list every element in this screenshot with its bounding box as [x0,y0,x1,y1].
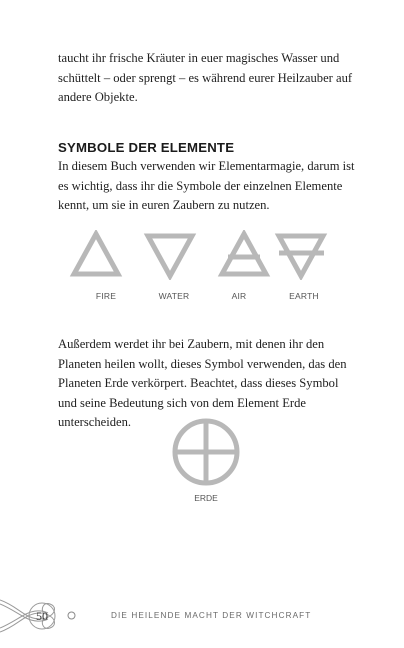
paragraph-intro: taucht ihr frische Kräuter in euer magisches Wasser und schüttelt – oder sprengt – es während eurer Heilzauber auf andere Objekte. [58,51,353,104]
air-label: AIR [231,291,247,301]
section-heading: SYMBOLE DER ELEMENTE [58,140,235,155]
page-number: 50 [36,609,48,623]
air-icon [222,234,266,274]
fire-icon [74,234,118,274]
water-label: WATER [158,291,190,301]
earth-planet-label: ERDE [194,493,218,503]
water-icon [148,236,192,276]
earth-icon [279,236,324,276]
earth-label: EARTH [289,291,319,301]
paragraph-planet: Außerdem werdet ihr bei Zaubern, mit denen ihr den Planeten heilen wollt, dieses Symbol verwenden, das den Planeten Erde verkörpert. Beachtet, dass dieses Symbol und seine Bedeutung sich von dem Element Erde unterscheiden. [58,337,347,429]
paragraph-elements: In diesem Buch verwenden wir Elementarmagie, darum ist es wichtig, dass ihr die Symbole der einzelnen Elemente kennt, um sie in euren Zaubern zu nutzen. [58,159,355,212]
earth-planet-icon [171,417,241,487]
running-title: DIE HEILENDE MACHT DER WITCHCRAFT [111,611,312,620]
footer-circle-icon [67,611,76,620]
fire-label: FIRE [95,291,117,301]
element-symbols [68,230,348,280]
